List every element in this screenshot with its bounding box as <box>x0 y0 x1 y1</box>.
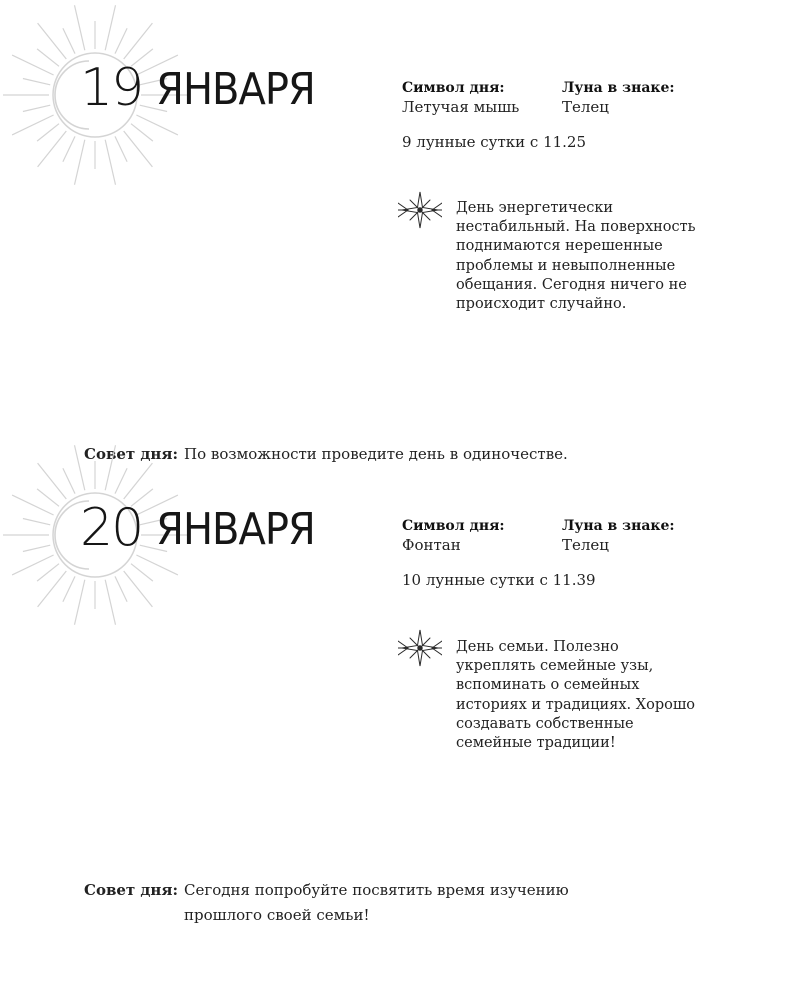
day-description: День энергетически нестабильный. На поверхность поднимаются нерешенные проблемы и невыполненные обещания. Сегодня ничего не происходит случайно. <box>456 200 696 313</box>
symbol-value: Летучая мышь <box>402 98 520 116</box>
date-day-number: 19 <box>80 58 143 118</box>
advice-text: Сегодня попробуйте посвятить время изучению прошлого своей семьи! <box>184 881 569 924</box>
date-title <box>80 58 315 118</box>
symbol-value: Фонтан <box>402 536 461 554</box>
lunar-day: 9 лунные сутки с 11.25 <box>402 133 587 151</box>
date-day-number: 20 <box>80 498 143 558</box>
moon-sign-value: Телец <box>562 536 609 554</box>
date-month: ЯНВАРЯ <box>156 505 315 555</box>
advice-label: Совет дня: <box>84 881 179 899</box>
date-month: ЯНВАРЯ <box>156 65 315 115</box>
compass-star-icon <box>398 190 442 230</box>
symbol-label: Символ дня: <box>402 80 505 96</box>
symbol-label: Символ дня: <box>402 518 505 534</box>
moon-sign-label: Луна в знаке: <box>562 80 675 96</box>
advice <box>84 878 614 928</box>
moon-sign-value: Телец <box>562 98 609 116</box>
advice-label: Совет дня: <box>84 445 179 463</box>
lunar-day: 10 лунные сутки с 11.39 <box>402 571 596 589</box>
day-description: День семьи. Полезно укреплять семейные узы, вспоминать о семейных историях и традициях. Хорошо создавать собственные семейные традиции! <box>456 639 696 752</box>
advice-text: По возможности проведите день в одиночестве. <box>184 445 568 463</box>
moon-sign-label: Луна в знаке: <box>562 518 675 534</box>
compass-star-icon <box>398 628 442 668</box>
date-title <box>80 498 315 558</box>
